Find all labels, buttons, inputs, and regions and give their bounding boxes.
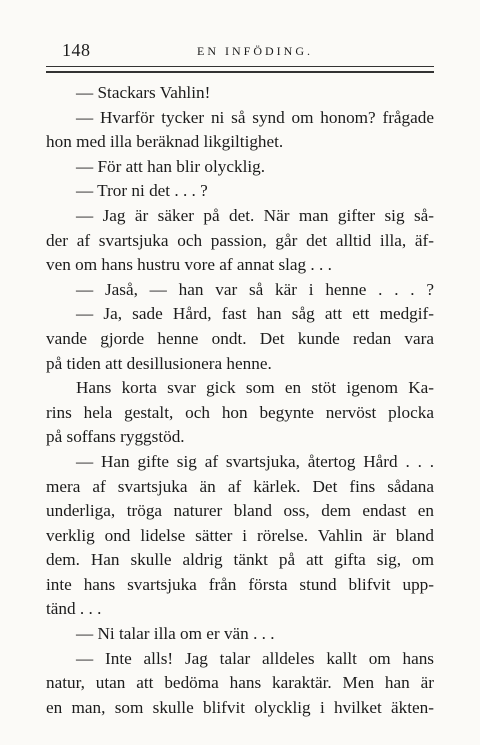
text-line: — Han gifte sig af svartsjuka, återtog Hård . . . <box>76 451 434 471</box>
text-line: — Ja, sade Hård, fast han såg att ett medgif- <box>76 304 434 324</box>
text-line: underliga, tröga naturer bland oss, dem endast en <box>46 501 434 521</box>
text-line: — Jaså, — han var så kär i henne . . . ? <box>76 279 434 299</box>
text-line: — Stackars Vahlin! <box>76 83 211 102</box>
text-line: inte hans svartsjuka från första stund blifvit upp- <box>46 574 434 594</box>
text-line: på tiden att desillusionera henne. <box>46 353 272 373</box>
text-line: mera af svartsjuka än af kärlek. Det fins sådana <box>46 476 434 496</box>
text-line: — Jag är säker på det. När man gifter sig så- <box>76 205 434 225</box>
text-line: der af svartsjuka och passion, går det alltid illa, äf- <box>46 230 434 250</box>
text-line: natur, utan att bedöma hans karaktär. Men han är <box>46 673 434 693</box>
text-line: en man, som skulle blifvit olycklig i hvilket äkten- <box>46 697 434 717</box>
text-line: dem. Han skulle aldrig tänkt på att gifta sig, om <box>46 550 434 570</box>
header-rule <box>46 66 434 73</box>
text-line: tänd . . . <box>46 599 102 619</box>
text-line: hon med illa beräknad likgiltighet. <box>46 132 284 152</box>
body-text <box>46 81 434 720</box>
text-line: — Ni talar illa om er vän . . . <box>76 624 275 644</box>
text-line: — Tror ni det . . . ? <box>76 181 208 201</box>
text-line: — Inte alls! Jag talar alldeles kallt om hans <box>76 648 434 668</box>
text-line: vande gjorde henne ondt. Det kunde redan vara <box>46 328 434 348</box>
running-title: EN INFÖDING. <box>197 44 313 58</box>
text-line: — För att han blir olycklig. <box>76 156 266 176</box>
text-line: verklig ond lidelse sätter i rörelse. Vahlin är bland <box>46 525 434 545</box>
text-line: rins hela gestalt, och hon begynte nervöst plocka <box>46 402 434 422</box>
page-header <box>46 40 434 60</box>
page-number: 148 <box>62 40 91 60</box>
text-line: ven om hans hustru vore af annat slag . . . <box>46 255 332 275</box>
text-line: på soffans ryggstöd. <box>46 427 185 447</box>
text-line: — Hvarför tycker ni så synd om honom? frågade <box>76 107 434 127</box>
text-line: Hans korta svar gick som en stöt igenom Ka- <box>76 378 434 398</box>
